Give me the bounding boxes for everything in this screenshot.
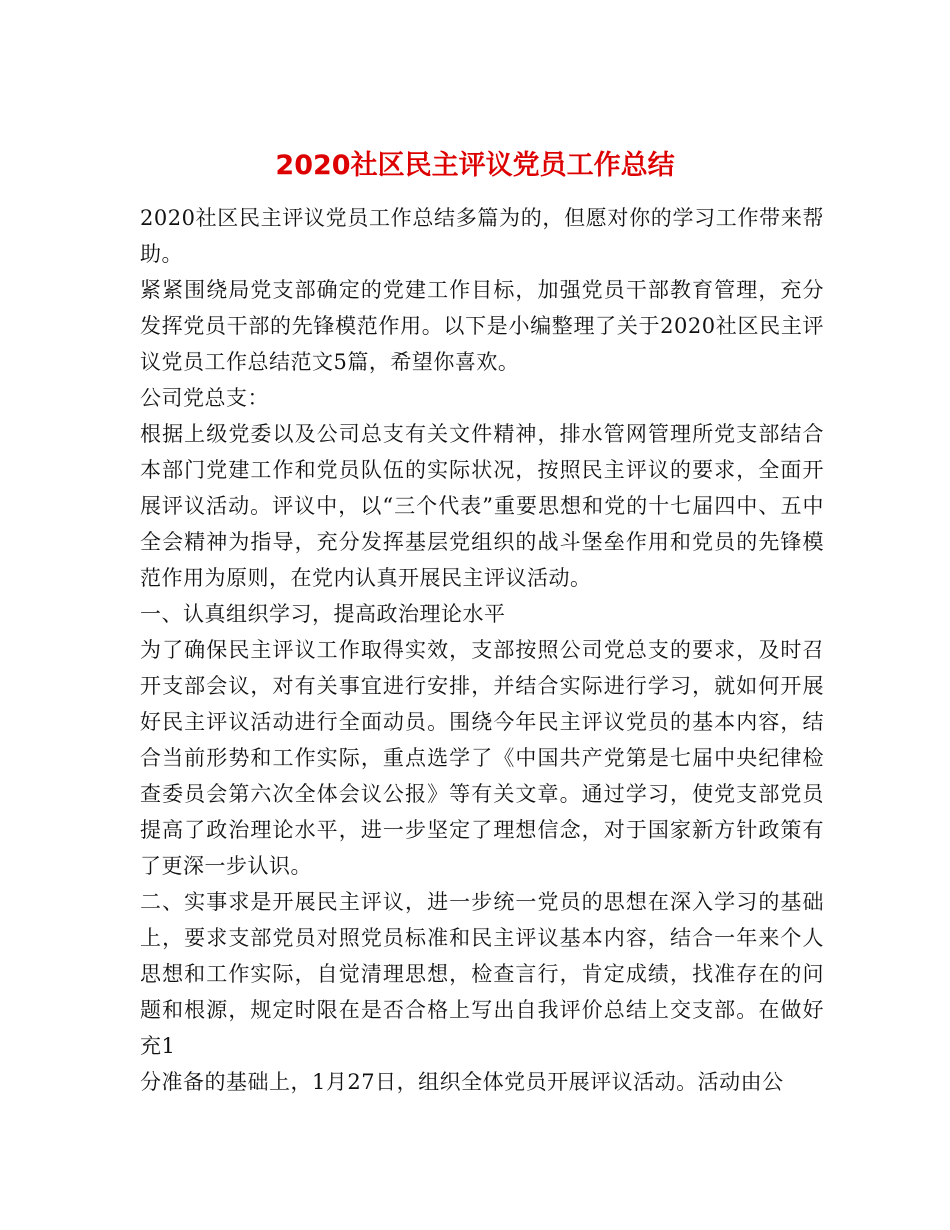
section-heading-1: 一、认真组织学习，提高政治理论水平: [140, 602, 506, 626]
paragraph-section-1: 为了确保民主评议工作取得实效，支部按照公司党总支的要求，及时召开支部会议，对有关事宜进行安排，并结合实际进行学习，就如何开展好民主评议活动进行全面动员。围绕今年民主评议党员的基本内容，结合当前形势和工作实际，重点选学了《中国共产党第是七届中央纪律检查委员会第六次全体会议公报》等有关文章。通过学习，使党支部党员提高了政治理论水平，进一步坚定了理想信念，对于国家新方针政策有了更深一步认识。: [140, 638, 824, 878]
section-heading-2: 二、实事求是开展民主评议，进一步统一党员的思想在深入学习的基础上，要求支部党员对照党员标准和民主评议基本内容，结合一年来个人思想和工作实际，自觉清理思想，检查言行，肯定成绩，找准存在的问题和根源，规定时限在是否合格上写出自我评价总结上交支部。在做好充1: [140, 890, 824, 1058]
paragraph-continuation: 分准备的基础上，1月27日，组织全体党员开展评议活动。活动由公: [140, 1070, 784, 1094]
paragraph-summary: 紧紧围绕局党支部确定的党建工作目标，加强党员干部教育管理，充分发挥党员干部的先锋模范作用。以下是小编整理了关于2020社区民主评议党员工作总结范文5篇，希望你喜欢。: [140, 278, 824, 374]
paragraph-intro: 2020社区民主评议党员工作总结多篇为的，但愿对你的学习工作带来帮助。: [140, 206, 824, 266]
paragraph-addressee: 公司党总支：: [140, 386, 269, 410]
paragraph-background: 根据上级党委以及公司总支有关文件精神，排水管网管理所党支部结合本部门党建工作和党员队伍的实际状况，按照民主评议的要求，全面开展评议活动。评议中，以“三个代表”重要思想和党的十七届四中、五中全会精神为指导，充分发挥基层党组织的战斗堡垒作用和党员的先锋模范作用为原则，在党内认真开展民主评议活动。: [140, 422, 824, 590]
document-title: 2020社区民主评议党员工作总结: [275, 150, 675, 182]
document-body: [140, 200, 824, 1100]
